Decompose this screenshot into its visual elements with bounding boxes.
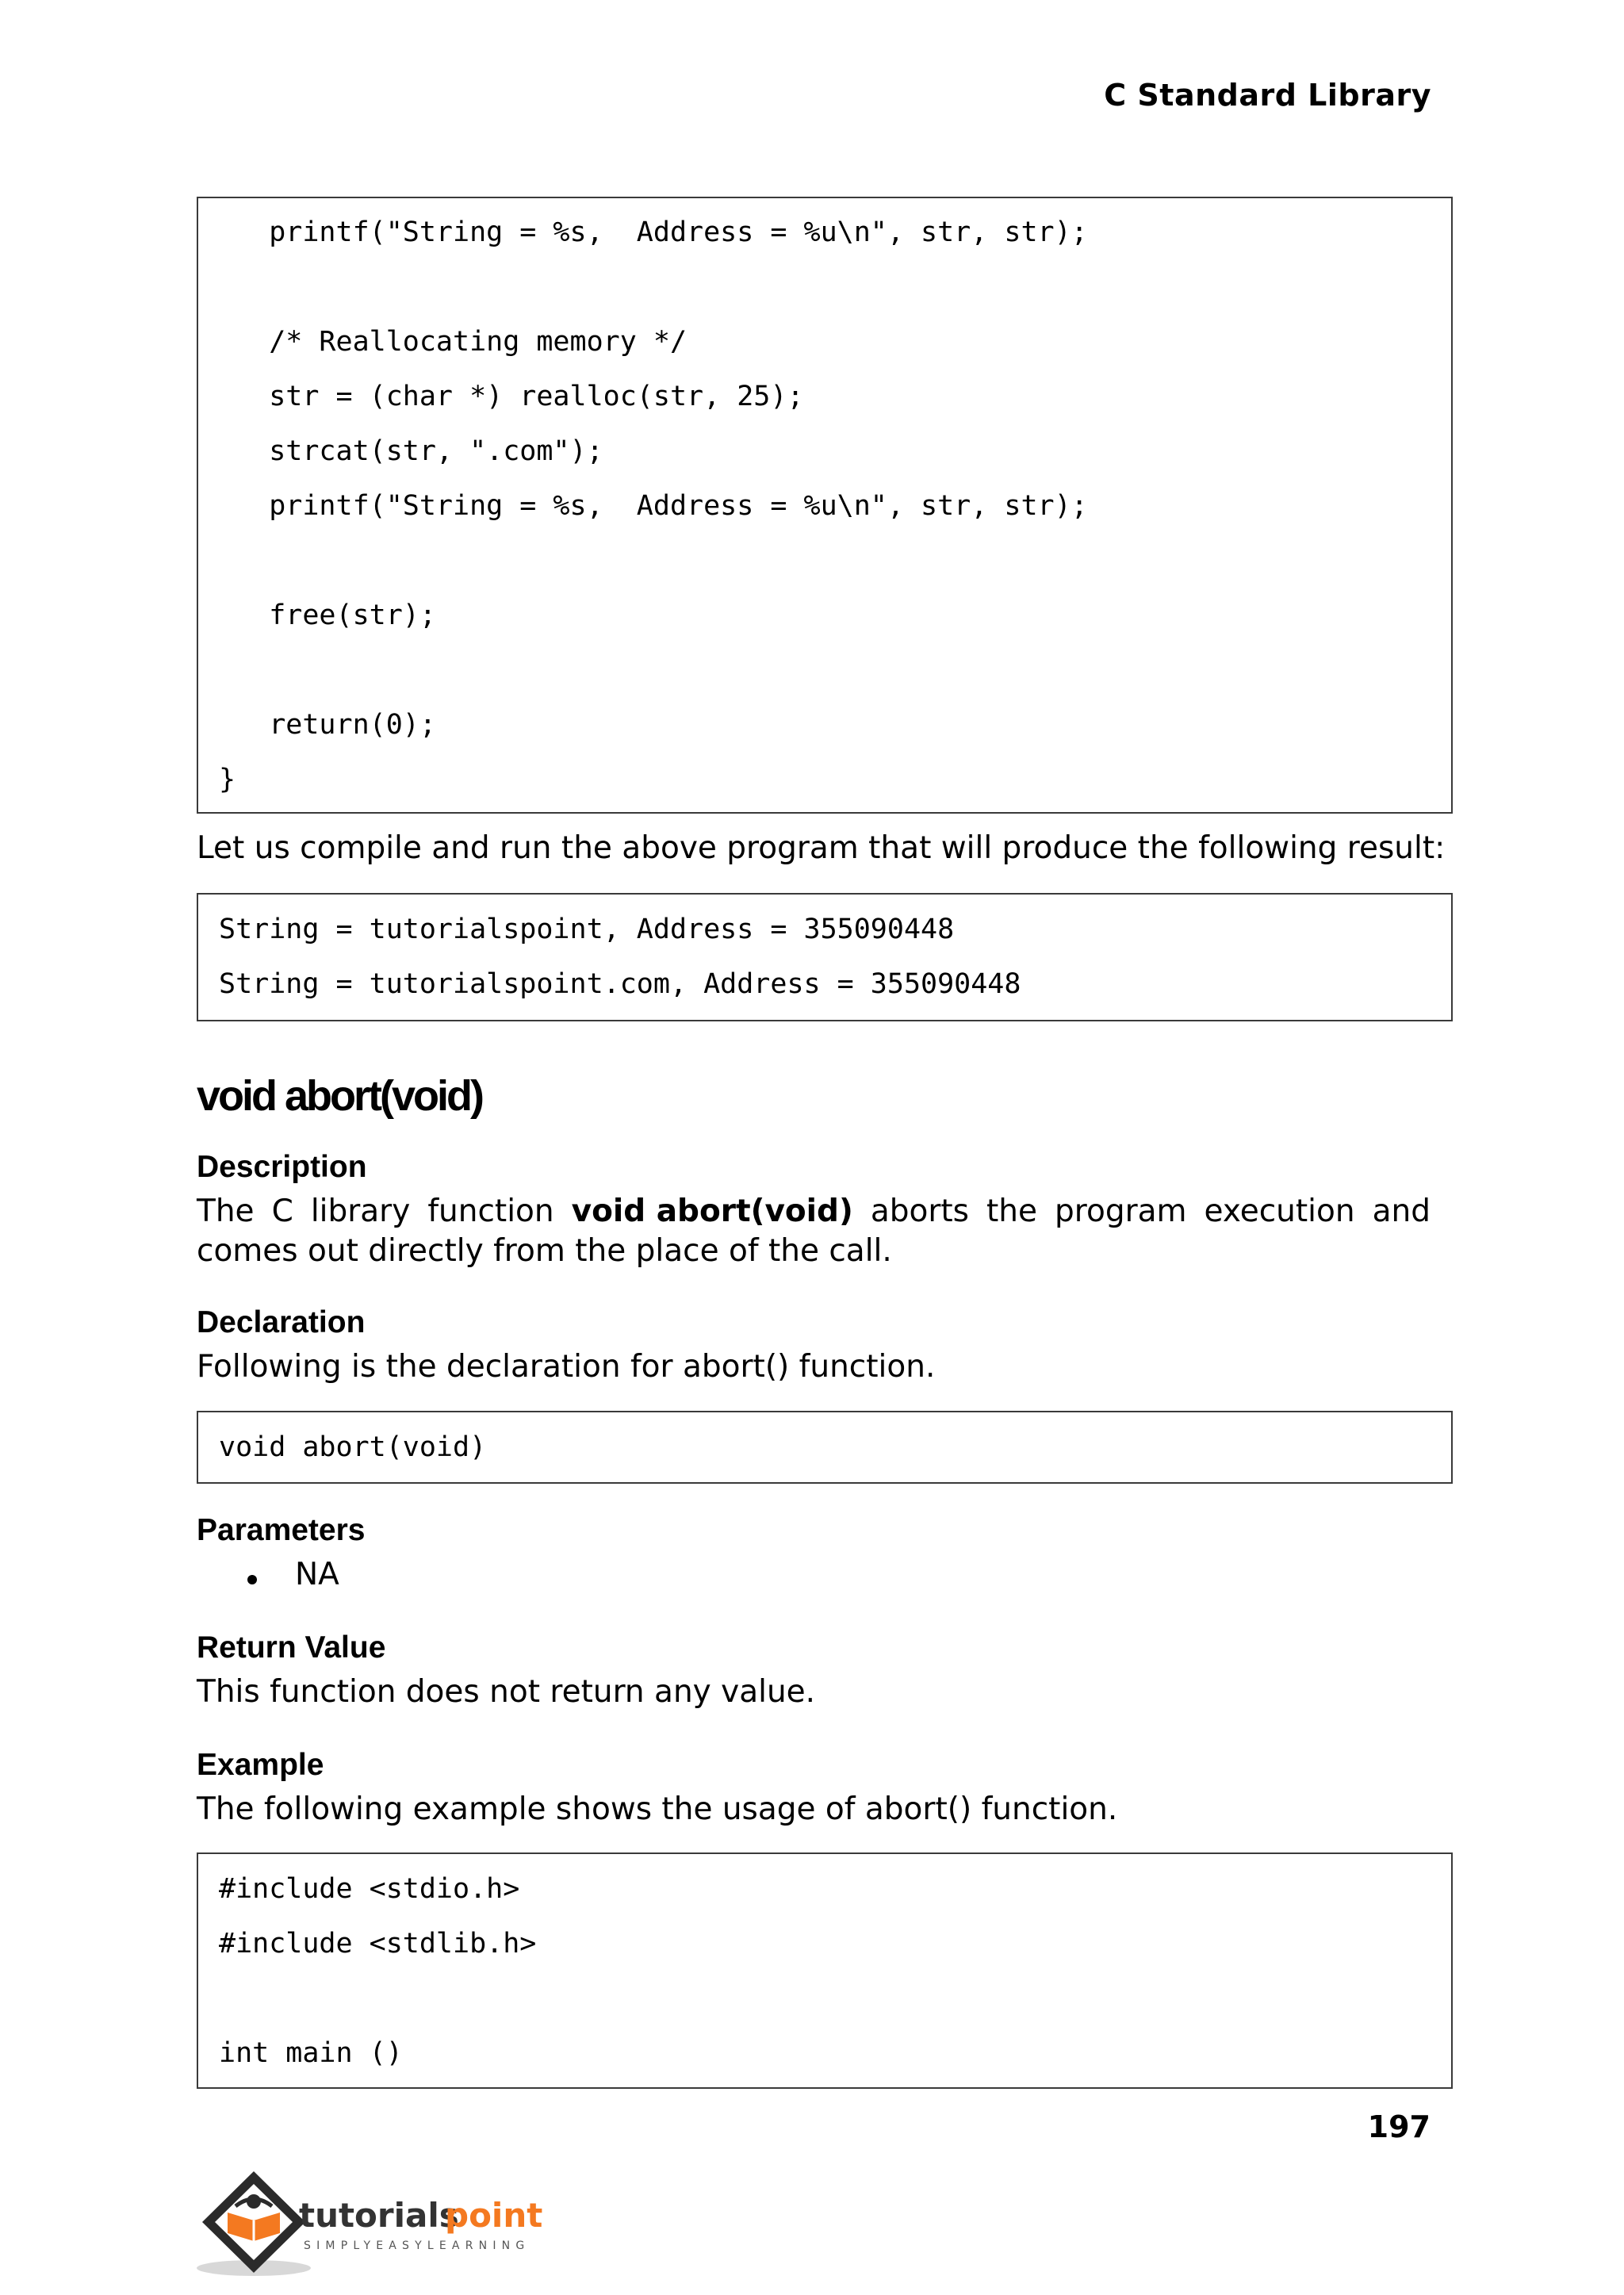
code-line: return(0);: [219, 709, 436, 741]
code-line: #include <stdlib.h>: [219, 1928, 537, 1960]
code-line: strcat(str, ".com");: [219, 435, 603, 467]
code-line: printf("String = %s, Address = %u\n", str, str);: [219, 216, 1088, 248]
code-line: #include <stdio.h>: [219, 1873, 520, 1905]
example-code-block: [197, 1852, 1453, 2089]
code-block-continuation: [197, 197, 1453, 814]
declaration-heading: Declaration: [197, 1305, 366, 1339]
parameter-item: NA: [295, 1557, 339, 1592]
logo-brand-right: point: [445, 2196, 543, 2235]
word: function: [427, 1193, 554, 1229]
result-intro-text: Let us compile and run the above program that will produce the following result:: [197, 830, 1446, 866]
word: The: [197, 1193, 255, 1229]
description-line-1: [197, 1192, 1431, 1232]
output-line: String = tutorialspoint.com, Address = 355090448: [219, 968, 1021, 1000]
code-line: }: [219, 764, 236, 795]
running-header: C Standard Library: [1104, 78, 1431, 113]
parameters-heading: Parameters: [197, 1513, 366, 1547]
declaration-text: Following is the declaration for abort() function.: [197, 1349, 936, 1385]
function-name-bold: void abort(void): [571, 1193, 853, 1229]
program-output-block: [197, 893, 1453, 1021]
return-value-heading: Return Value: [197, 1630, 386, 1665]
code-line: str = (char *) realloc(str, 25);: [219, 381, 804, 412]
description-heading: Description: [197, 1150, 367, 1184]
example-heading: Example: [197, 1748, 324, 1782]
bullet-icon: [247, 1575, 257, 1584]
return-value-text: This function does not return any value.: [197, 1674, 816, 1710]
code-line: /* Reallocating memory */: [219, 326, 688, 358]
code-line: free(str);: [219, 600, 436, 631]
declaration-code-block: [197, 1411, 1453, 1484]
word: aborts: [870, 1193, 969, 1229]
output-line: String = tutorialspoint, Address = 355090448: [219, 914, 955, 945]
code-line: int main (): [219, 2037, 403, 2069]
page-number: 197: [1367, 2109, 1431, 2144]
logo-tagline: SIMPLYEASYLEARNING: [304, 2239, 530, 2252]
description-paragraph: [197, 1192, 1431, 1271]
word: execution: [1204, 1193, 1355, 1229]
declaration-code: void abort(void): [219, 1431, 487, 1463]
logo-brand-left: tutorials: [299, 2196, 459, 2235]
word: the: [986, 1193, 1038, 1229]
tutorialspoint-logo: [194, 2165, 575, 2284]
section-title: void abort(void): [197, 1072, 482, 1120]
code-line: printf("String = %s, Address = %u\n", str, str);: [219, 490, 1088, 522]
word: library: [310, 1193, 411, 1229]
description-line-2: comes out directly from the place of the call.: [197, 1233, 892, 1269]
word: C: [271, 1193, 293, 1229]
example-text: The following example shows the usage of abort() function.: [197, 1791, 1118, 1827]
word: program: [1055, 1193, 1187, 1229]
word: and: [1372, 1193, 1431, 1229]
